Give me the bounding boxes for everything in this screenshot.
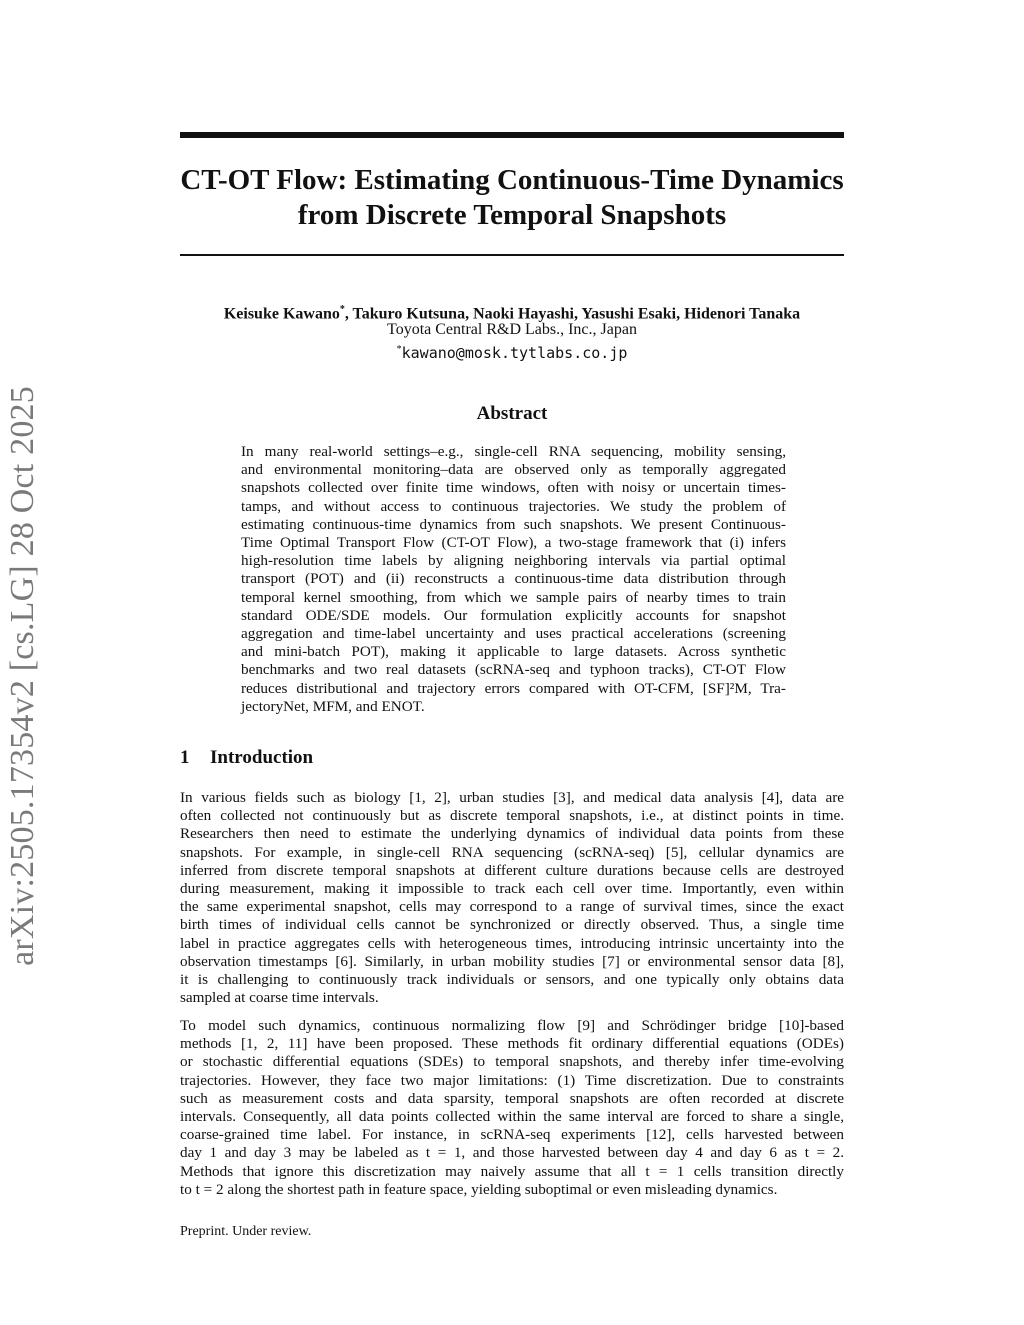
paragraph-1-line: label in practice aggregates cells with heterogeneous times, introducing intrinsic uncertainty into the <box>180 934 844 952</box>
intro-paragraph-1 <box>180 789 844 1007</box>
abstract-line: and environmental monitoring–data are observed only as temporally aggregated <box>241 461 786 479</box>
abstract-line: estimating continuous-time dynamics from such snapshots. We present Continuous- <box>241 515 786 533</box>
intro-paragraph-2 <box>180 1017 844 1199</box>
paragraph-2-line: or stochastic differential equations (SDEs) to temporal snapshots, and thereby infer time-evolving <box>180 1053 844 1071</box>
paragraph-2-line: to t = 2 along the shortest path in feature space, yielding suboptimal or even misleading dynamics. <box>180 1180 778 1198</box>
abstract-line: Time Optimal Transport Flow (CT-OT Flow), a two-stage framework that (i) infers <box>241 534 786 552</box>
abstract-line: snapshots collected over finite time windows, often with noisy or uncertain times- <box>241 479 786 497</box>
paragraph-2-line: To model such dynamics, continuous normalizing flow [9] and Schrödinger bridge [10]-based <box>180 1017 844 1034</box>
paragraph-2-line: trajectories. However, they face two major limitations: (1) Time discretization. Due to constraints <box>180 1071 844 1089</box>
abstract-line: transport (POT) and (ii) reconstructs a continuous-time data distribution through <box>241 570 786 588</box>
abstract-line: high-resolution time labels by aligning neighboring intervals via partial optimal <box>241 552 786 570</box>
paragraph-1-line: inferred from discrete temporal snapshots at different culture durations because cells are destroyed <box>180 861 844 879</box>
paragraph-1-line: the same experimental snapshot, cells may correspond to a range of survival times, since the exact <box>180 898 844 916</box>
corresponding-author-star: * <box>339 304 345 315</box>
abstract-body <box>241 443 786 716</box>
abstract-line: and mini-batch POT), making it applicable to large datasets. Across synthetic <box>241 643 786 661</box>
title-bottom-rule <box>180 254 844 256</box>
email-star: * <box>396 344 402 355</box>
paragraph-1-line: it is challenging to continuously track individuals or sensors, and one typically only obtains data <box>180 971 844 989</box>
arxiv-identifier-text: arXiv:2505.17354v2 [cs.LG] 28 Oct 2025 <box>4 386 41 966</box>
paragraph-2-line: intervals. Consequently, all data points collected within the same interval are forced to share a single, <box>180 1108 844 1126</box>
paragraph-2-line: such as measurement costs and data sparsity, temporal snapshots are often recorded at discrete <box>180 1089 844 1107</box>
paragraph-1-line: sampled at coarse time intervals. <box>180 989 379 1007</box>
abstract-line: In many real-world settings–e.g., single-cell RNA sequencing, mobility sensing, <box>241 443 786 460</box>
paragraph-2-line: coarse-grained time label. For instance, in scRNA-seq experiments [12], cells harvested between <box>180 1126 844 1144</box>
contact-email <box>130 340 894 363</box>
paper-title-line-2: from Discrete Temporal Snapshots <box>297 199 727 231</box>
paragraph-1-line: birth times of individual cells cannot be synchronized or directly observed. Thus, a single time <box>180 916 844 934</box>
abstract-heading: Abstract <box>476 403 548 424</box>
abstract-line: reduces distributional and trajectory errors compared with OT-CFM, [SF]²M, Tra- <box>241 679 786 697</box>
first-author: Keisuke Kawano <box>223 305 340 323</box>
paragraph-1-line: during measurement, making it impossible to track each cell over time. Importantly, even within <box>180 880 844 898</box>
paragraph-1-line: snapshots. For example, in single-cell RNA sequencing (scRNA-seq) [5], cellular dynamics are <box>180 843 844 861</box>
other-authors: , Takuro Kutsuna, Naoki Hayashi, Yasushi Esaki, Hidenori Tanaka <box>344 305 801 323</box>
paragraph-1-line: In various fields such as biology [1, 2], urban studies [3], and medical data analysis [4], data are <box>180 789 844 806</box>
abstract-line: benchmarks and two real datasets (scRNA-seq and typhoon tracks), CT-OT Flow <box>241 661 786 679</box>
section-title: Introduction <box>210 747 314 768</box>
abstract-line: standard ODE/SDE models. Our formulation explicitly accounts for snapshot <box>241 606 786 624</box>
email-address: kawano@mosk.tytlabs.co.jp <box>401 344 628 362</box>
paragraph-2-line: Methods that ignore this discretization may naively assume that all t = 1 cells transition directly <box>180 1162 844 1180</box>
paragraph-1-line: often collected not continuously but as discrete temporal snapshots, i.e., at distinct points in time. <box>180 807 844 825</box>
affiliation: Toyota Central R&D Labs., Inc., Japan <box>387 321 637 338</box>
arxiv-identifier-stamp <box>4 386 41 966</box>
paragraph-1-line: Researchers then need to estimate the underlying dynamics of individual data points from these <box>180 825 844 843</box>
section-heading <box>180 747 313 769</box>
paragraph-2-line: methods [1, 2, 11] have been proposed. These methods fit ordinary differential equations (ODEs) <box>180 1035 844 1053</box>
paper-title-line-1: CT-OT Flow: Estimating Continuous-Time Dynamics <box>180 164 844 196</box>
paragraph-2-line: day 1 and day 3 may be labeled as t = 1, and those harvested between day 4 and day 6 as t = 2. <box>180 1144 844 1162</box>
section-number: 1 <box>180 747 190 768</box>
abstract-line: temporal kernel smoothing, from which we sample pairs of nearby times to train <box>241 588 786 606</box>
paragraph-1-line: observation timestamps [6]. Similarly, in urban mobility studies [7] or environmental sensor data [8], <box>180 952 844 970</box>
abstract-line: aggregation and time-label uncertainty and uses practical accelerations (screening <box>241 625 786 643</box>
paper-title <box>160 163 864 233</box>
abstract-line: jectoryNet, MFM, and ENOT. <box>241 697 425 715</box>
title-top-rule <box>180 132 844 138</box>
abstract-line: tamps, and without access to continuous trajectories. We study the problem of <box>241 497 786 515</box>
footer-note: Preprint. Under review. <box>180 1224 312 1239</box>
